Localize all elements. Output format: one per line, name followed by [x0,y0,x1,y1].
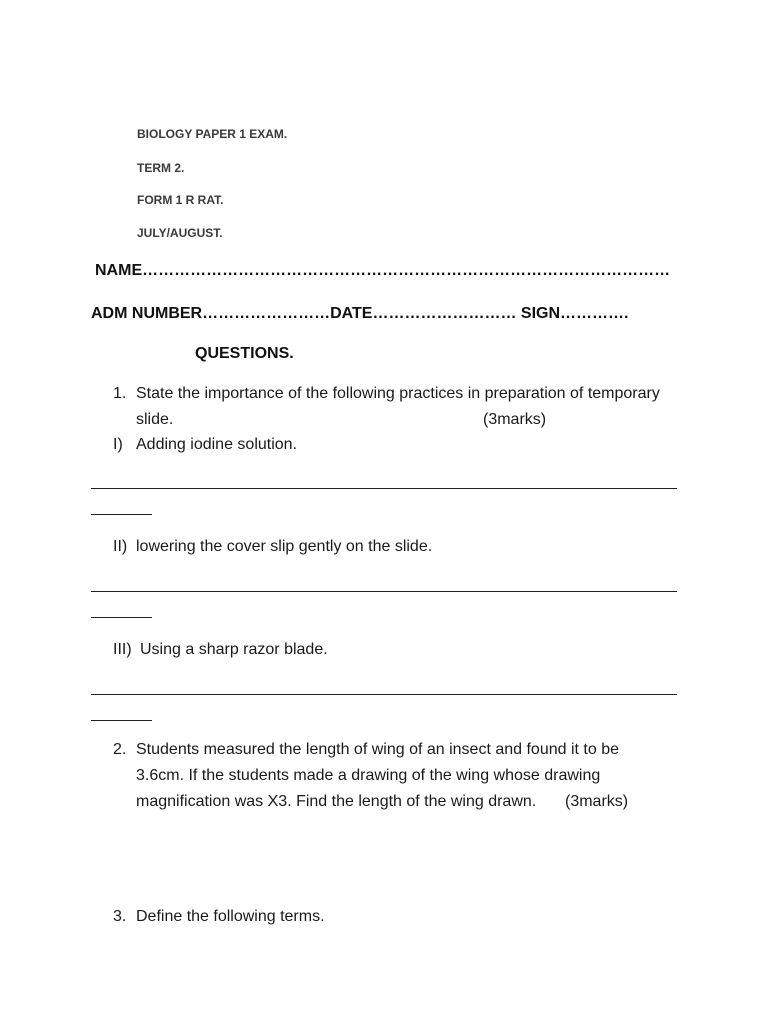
q3-text: Define the following terms. [136,908,325,925]
answer-line [91,488,677,489]
q1-item-label: I) [113,436,123,453]
q3-number: 3. [113,908,127,925]
exam-title: BIOLOGY PAPER 1 EXAM. [137,127,288,141]
q1-text-line2: slide. [136,411,174,428]
answer-line-continuation [91,617,152,618]
q1-item-text: Adding iodine solution. [136,436,298,453]
q2-number: 2. [113,741,127,758]
q1-number: 1. [113,385,127,402]
exam-date: JULY/AUGUST. [137,226,223,240]
q1-marks: (3marks) [483,411,547,428]
q2-text-line2: 3.6cm. If the students made a drawing of the wing whose drawing [136,767,601,784]
questions-heading: QUESTIONS. [195,345,294,362]
q1-item-label: III) [113,641,132,658]
answer-line-continuation [91,514,152,515]
q1-item-text: Using a sharp razor blade. [140,641,328,658]
exam-form: FORM 1 R RAT. [137,193,224,207]
q2-text-line1: Students measured the length of wing of an insect and found it to be [136,741,619,758]
answer-line-continuation [91,720,152,721]
q1-item-label: II) [113,538,128,555]
q2-text-line3: magnification was X3. Find the length of the wing drawn. [136,793,537,810]
name-field: NAME……………………………………………………………………………………… [95,262,671,279]
answer-line [91,694,677,695]
exam-term: TERM 2. [137,161,185,175]
q1-item-text: lowering the cover slip gently on the slide. [136,538,433,555]
adm-date-sign-field: ADM NUMBER……………………DATE……………………… SIGN…………. [91,305,629,322]
q2-marks: (3marks) [565,793,629,810]
q1-text-line1: State the importance of the following practices in preparation of temporary [136,385,660,402]
answer-line [91,591,677,592]
